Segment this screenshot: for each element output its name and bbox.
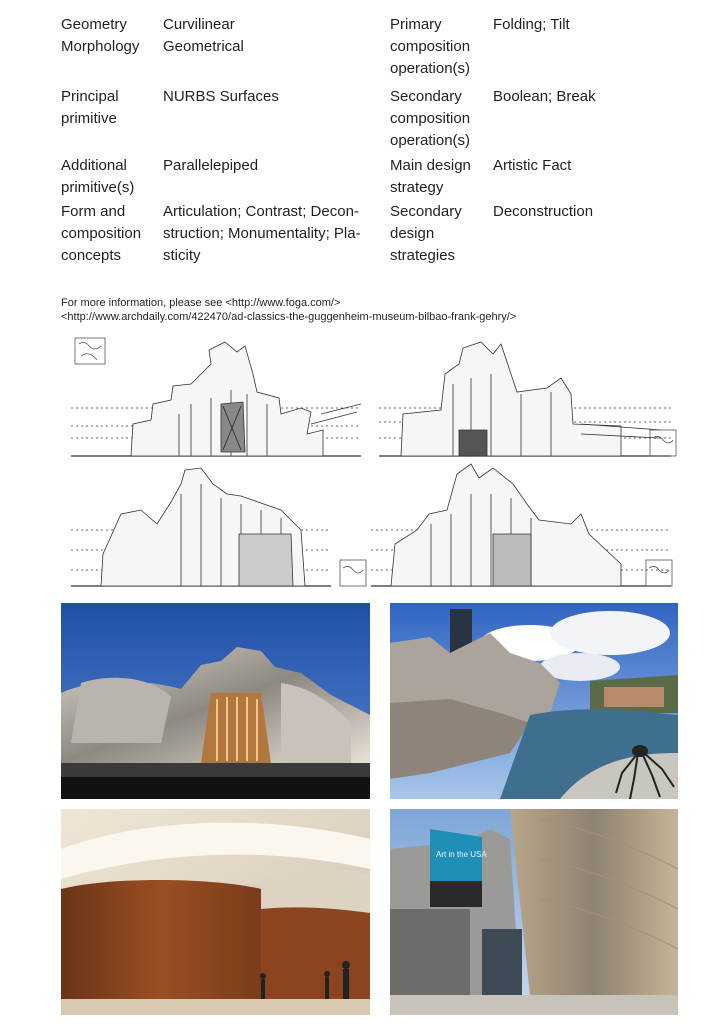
row3-label-left: Additional primitive(s) [61,157,135,196]
info-line-archdaily: <http://www.archdaily.com/422470/ad-classics-the-guggenheim-museum-bilbao-frank-gehry/> [61,311,517,323]
elevation-north-drawing [71,338,361,456]
row1-value-right: Folding; Tilt [493,16,570,33]
row2-value-left: NURBS Surfaces [163,88,279,105]
row3-value-left: Parallelepiped [163,157,259,174]
photo-riverside-svg [390,603,678,799]
row2-label-right: Secondary composition operation(s) [390,88,471,149]
photo-exterior-dusk [61,603,370,799]
row4-value-left: Articulation; Contrast; Decon- struction; Monumentality; Pla- sticity [163,203,361,264]
row1-label-left: Geometry Morphology [61,16,140,55]
sign-text: Art in the USA [436,850,487,859]
row2-label-left: Principal primitive [61,88,119,127]
elevation-south-drawing [379,342,676,456]
row1-label-right: Primary composition operation(s) [390,16,471,77]
row4-value-right: Deconstruction [493,203,594,220]
row2-value-right: Boolean; Break [493,88,596,105]
elevation-west-drawing [371,464,672,586]
row4-label-left: Form and composition concepts [61,203,142,264]
row1-value-left: Curvilinear Geometrical [163,16,244,55]
elevation-drawings-svg [61,334,678,594]
photo-interior-sculpture-svg [61,809,370,1015]
photo-entrance-sign [390,809,678,1015]
elevation-east-drawing [71,468,366,586]
row3-label-right: Main design strategy [390,157,471,196]
row3-value-right: Artistic Fact [493,157,572,174]
photo-exterior-dusk-svg [61,603,370,799]
info-line-foga: For more information, please see <http://www.foga.com/> [61,297,341,309]
photo-riverside [390,603,678,799]
row4-label-right: Secondary design strategies [390,203,462,264]
elevation-drawings [61,334,678,594]
photo-entrance-sign-svg [390,809,678,1015]
photo-interior-sculpture [61,809,370,1015]
